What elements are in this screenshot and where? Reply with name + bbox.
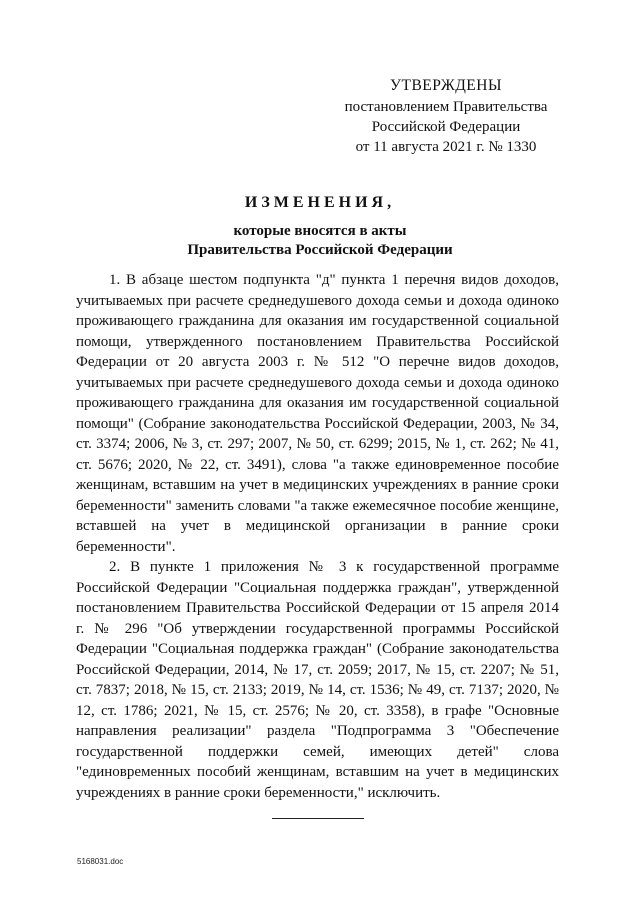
subtitle-line-2: Правительства Российской Федерации [187,242,453,258]
approval-line-3: от 11 августа 2021 г. № 1330 [355,139,537,155]
document-subtitle [150,222,490,260]
approval-line-1: постановлением Правительства [344,99,548,115]
approval-line-2: Российской Федерации [371,119,521,135]
approval-block [336,76,556,157]
approval-heading: УТВЕРЖДЕНЫ [390,77,502,94]
document-title: ИЗМЕНЕНИЯ, [244,194,396,211]
subtitle-line-1: которые вносятся в акты [233,223,407,239]
end-separator-line [272,818,364,819]
document-body [76,270,559,803]
footer-document-code: 5168031.doc [77,857,124,866]
paragraph-1: 1. В абзаце шестом подпункта "д" пункта 1 перечня видов доходов, учитываемых при расчете среднедушевого дохода семьи и дохода одиноко проживающего гражданина для оказания им государственной социальной помощи, утвержденного постановлением Правительства Российской Федерации от 20 августа 2003 г. № 512 "О перечне видов доходов, учитываемых при расчете среднедушевого дохода семьи и дохода одиноко проживающего гражданина для оказания им государственной социальной помощи" (Собрание законодательства Российской Федерации, 2003, № 34, ст. 3374; 2006, № 3, ст. 297; 2007, № 50, ст. 6299; 2015, № 1, ст. 262; № 41, ст. 5676; 2020, № 22, ст. 3491), слова "а также единовременное пособие женщинам, вставшим на учет в медицинских учреждениях в ранние сроки беременности" заменить словами "а также ежемесячное пособие женщине, вставшей на учет в медицинской организации в ранние сроки беременности". [76,272,559,555]
paragraph-2: 2. В пункте 1 приложения № 3 к государственной программе Российской Федерации "Социальная поддержка граждан", утвержденной постановлением Правительства Российской Федерации от 15 апреля 2014 г. № 296 "Об утверждении государственной программы Российской Федерации "Социальная поддержка граждан" (Собрание законодательства Российской Федерации, 2014, № 17, ст. 2059; 2017, № 15, ст. 2207; № 51, ст. 7837; 2018, № 15, ст. 2133; 2019, № 14, ст. 1536; № 49, ст. 7137; 2020, № 12, ст. 1786; 2021, № 15, ст. 2576; № 20, ст. 3358), в графе "Основные направления реализации" раздела "Подпрограмма 3 "Обеспечение государственной поддержки семей, имеющих детей" слова "единовременных пособий женщинам, вставшим на учет в медицинских учреждениях в ранние сроки беременности," исключить. [76,559,559,801]
